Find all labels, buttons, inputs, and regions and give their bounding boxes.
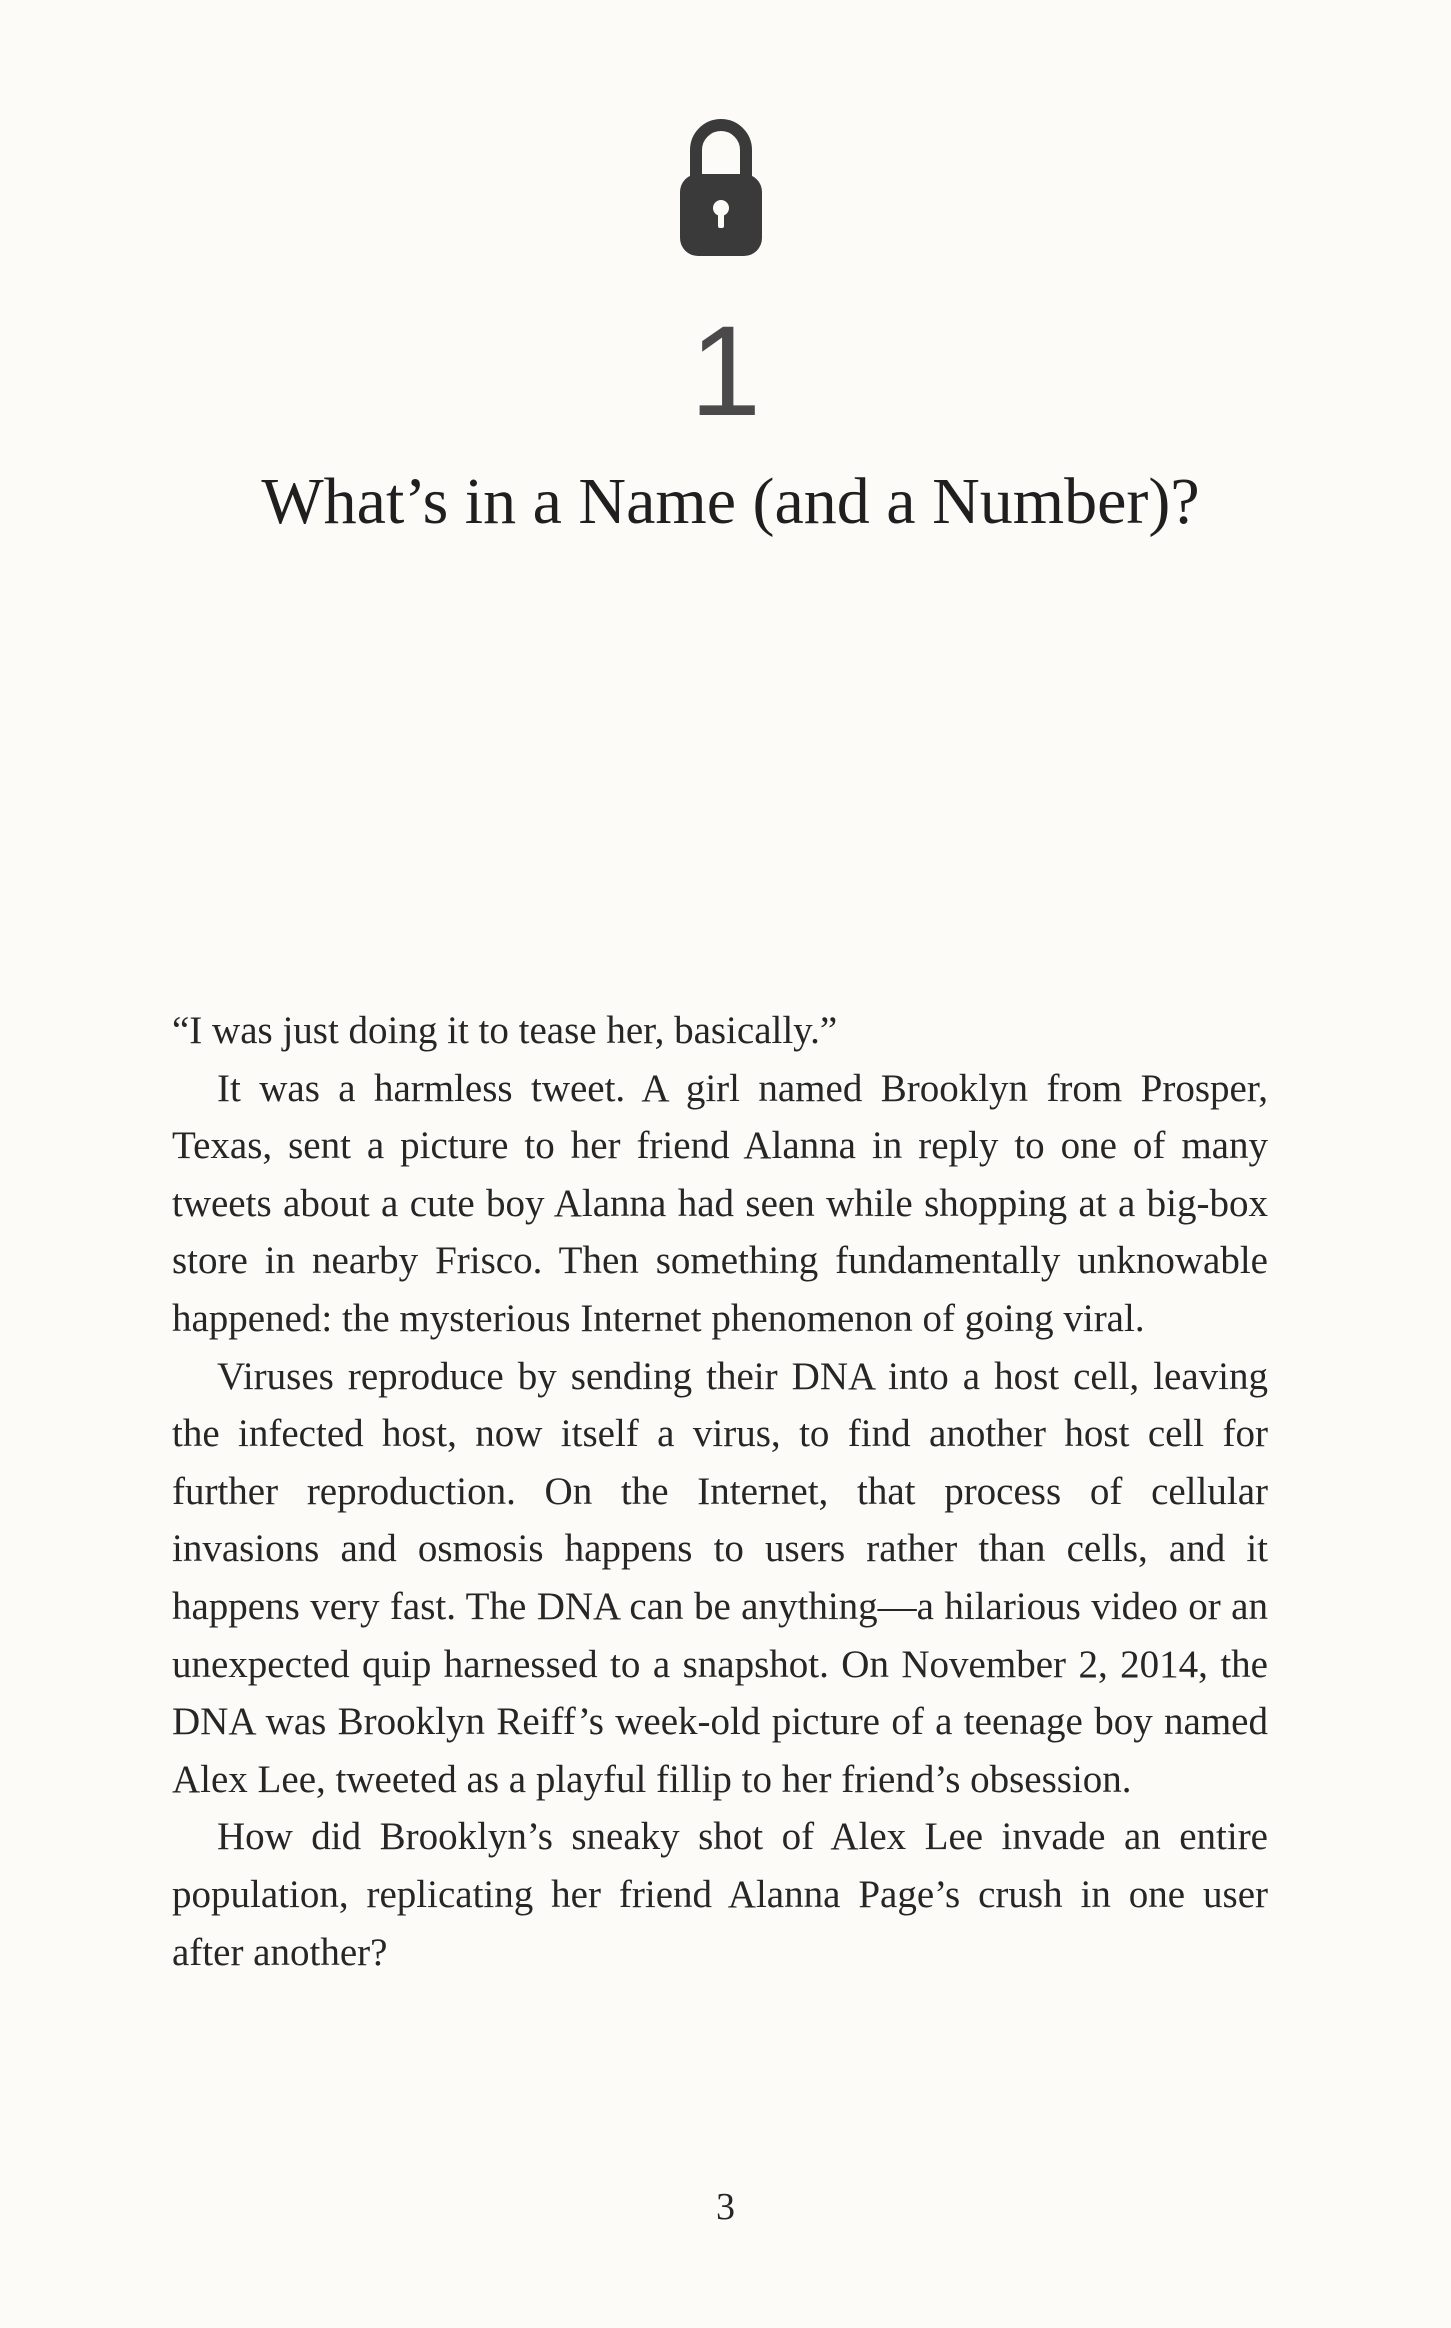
paragraph: Viruses reproduce by sending their DNA into a host cell, leaving the infected host, now itself a virus, to find another host cell for further reproduction. On the Internet, that process of cellular invasions and osmosis happens to users rather than cells, and it happens very fast. The DNA can be anything—a hilarious video or an unexpected quip harnessed to a snapshot. On November 2, 2014, the DNA was Brooklyn Reiff’s week-old picture of a teenage boy named Alex Lee, tweeted as a playful fillip to her friend’s obsession. — [172, 1354, 1268, 1801]
body-text — [172, 1002, 1268, 1981]
paragraph-quote: “I was just doing it to tease her, basically.” — [172, 1009, 838, 1052]
lock-icon — [678, 112, 764, 258]
page-number: 3 — [716, 2186, 735, 2228]
paragraph: How did Brooklyn’s sneaky shot of Alex Lee invade an entire population, replicating her friend Alanna Page’s crush in one user after another? — [172, 1815, 1268, 1974]
paragraph: It was a harmless tweet. A girl named Brooklyn from Prosper, Texas, sent a picture to her friend Alanna in reply to one of many tweets about a cute boy Alanna had seen while shopping at a big-box store in nearby Frisco. Then something fundamentally unknowable happened: the mysterious Internet phenomenon of going viral. — [172, 1066, 1268, 1340]
chapter-title: What’s in a Name (and a Number)? — [261, 465, 1200, 538]
chapter-number: 1 — [689, 300, 762, 443]
